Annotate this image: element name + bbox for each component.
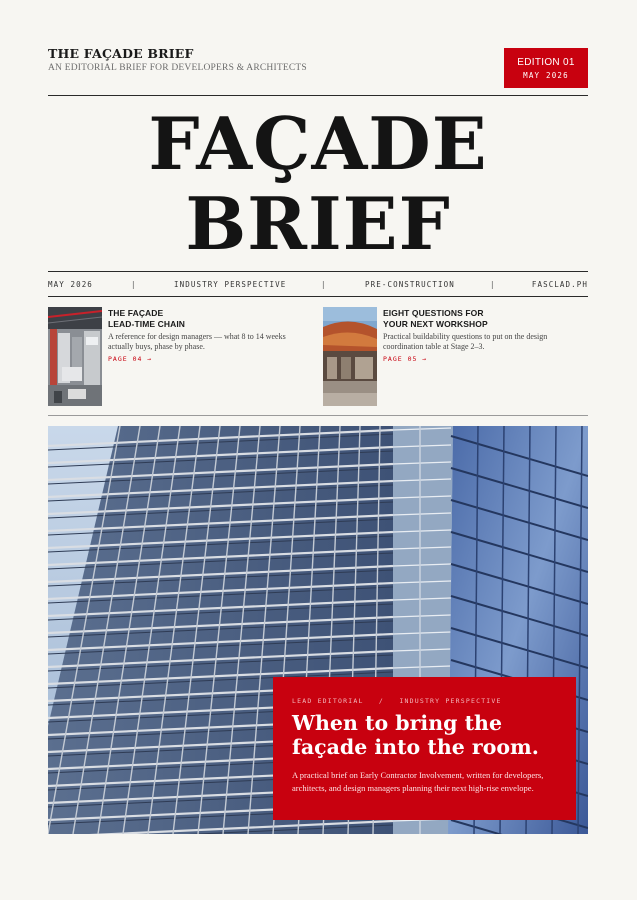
teaser-title: EIGHT QUESTIONS FOR YOUR NEXT WORKSHOP [383,308,488,329]
teaser-thumbnail-factory [48,307,102,406]
brand-subtitle: AN EDITORIAL BRIEF FOR DEVELOPERS & ARCHITECTS [48,63,307,73]
info-separator: | [131,280,137,289]
teaser-divider [48,415,588,416]
teaser-page-link[interactable]: PAGE 05 → [383,355,428,363]
info-bar [48,271,588,297]
hero-image-tower [48,426,588,834]
info-section-preconstruction: PRE-CONSTRUCTION [365,280,455,289]
info-separator: | [321,280,327,289]
teaser-eight-questions[interactable] [323,307,588,407]
lead-editorial-card[interactable] [273,677,576,820]
info-site[interactable]: FASCLAD.PH [531,280,588,289]
lead-summary: A practical brief on Early Contractor Involvement, written for developers, architects, and design managers planning their next high-rise envelope. [292,770,544,793]
lead-headline: When to bring the façade into the room. [292,711,539,759]
teaser-page-link[interactable]: PAGE 04 → [108,355,153,363]
masthead-line-2: BRIEF [185,181,451,266]
teaser-description: A reference for design managers — what 8 to 14 weeks actually buys, phase by phase. [108,332,286,351]
magazine-cover [48,0,588,900]
info-separator: | [490,280,496,289]
info-section-industry: INDUSTRY PERSPECTIVE [174,280,287,289]
brand-title: THE FAÇADE BRIEF [48,46,194,61]
info-date: MAY 2026 [48,280,93,289]
teaser-title: THE FAÇADE LEAD-TIME CHAIN [108,308,186,329]
teaser-description: Practical buildability questions to put on the design coordination table at Stage 2–3. [383,332,548,351]
teaser-lead-time-chain[interactable] [48,307,308,407]
edition-label: EDITION 01 [517,57,575,68]
edition-date: MAY 2026 [523,71,569,80]
teaser-thumbnail-building [323,307,377,406]
header-divider [48,95,588,96]
edition-badge [504,48,588,88]
masthead-line-1: FAÇADE [148,101,488,186]
masthead [48,101,588,266]
lead-kicker: LEAD EDITORIAL / INDUSTRY PERSPECTIVE [292,697,502,705]
